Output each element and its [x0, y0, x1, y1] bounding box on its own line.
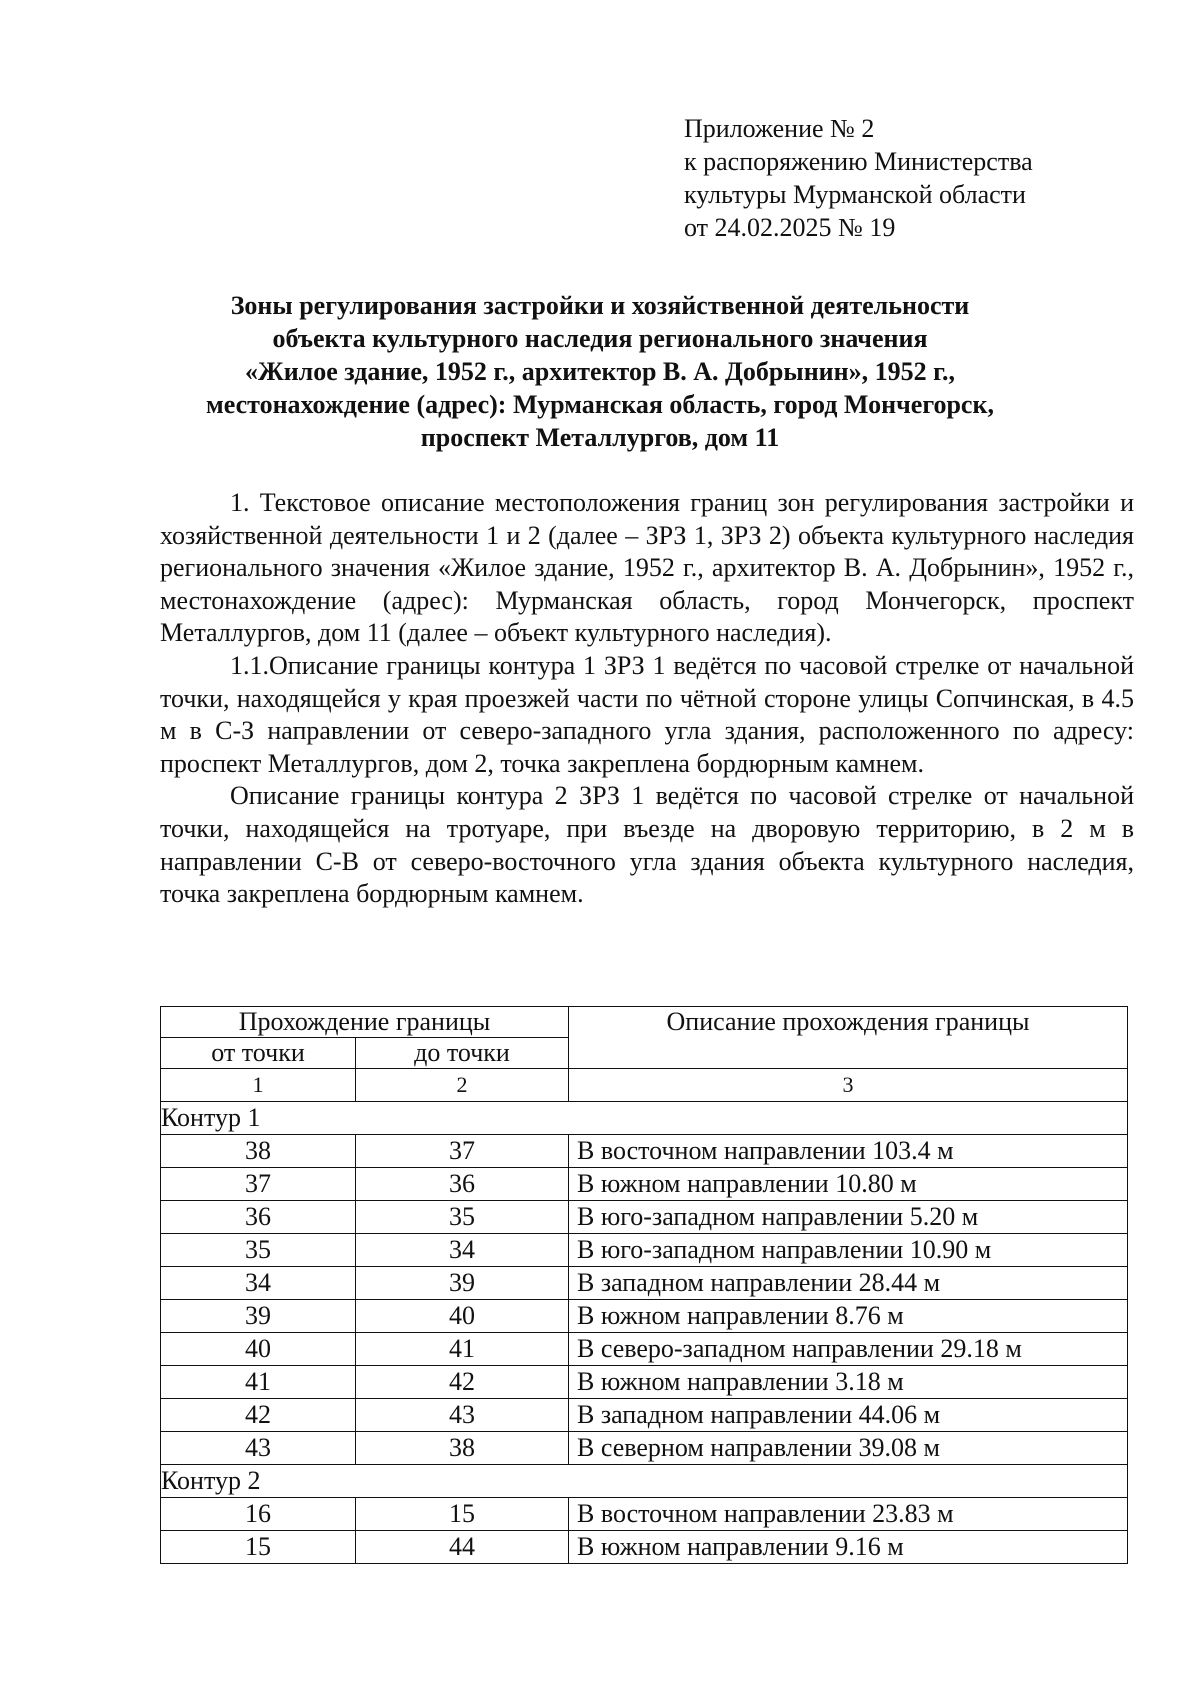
- to-point-cell: 42: [356, 1366, 569, 1399]
- appendix-line: Приложение № 2: [684, 114, 875, 143]
- appendix-line: культуры Мурманской области: [684, 180, 1026, 209]
- document-title: [150, 289, 1050, 454]
- from-point-cell: 43: [161, 1432, 356, 1465]
- description-cell: В северном направлении 39.08 м: [569, 1432, 1128, 1465]
- column-number: 2: [356, 1069, 569, 1102]
- section-heading-contour-2: Контур 2: [161, 1465, 1128, 1498]
- table-row: [161, 1498, 1128, 1531]
- paragraph-3: Описание границы контура 2 ЗРЗ 1 ведётся по часовой стрелке от начальной точки, находящейся на тротуаре, при въезде на дворовую территорию, в 2 м в направлении С-В от северо-восточного угла здания объекта культурного наследия, точка закреплена бордюрным камнем.: [160, 781, 1134, 909]
- header-to-point: до точки: [356, 1038, 569, 1069]
- appendix-line: к распоряжению Министерства: [684, 147, 1033, 176]
- to-point-cell: 44: [356, 1531, 569, 1564]
- header-boundary-passage: Прохождение границы: [161, 1007, 569, 1038]
- description-cell: В южном направлении 3.18 м: [569, 1366, 1128, 1399]
- boundary-table: [160, 1006, 1128, 1564]
- table-body: [161, 1102, 1128, 1465]
- table-body-contour-2: [161, 1465, 1128, 1564]
- appendix-line: от 24.02.2025 № 19: [684, 213, 896, 242]
- from-point-cell: 34: [161, 1267, 356, 1300]
- to-point-cell: 39: [356, 1267, 569, 1300]
- from-point-cell: 15: [161, 1531, 356, 1564]
- to-point-cell: 35: [356, 1201, 569, 1234]
- table-row: [161, 1201, 1128, 1234]
- title-line: Зоны регулирования застройки и хозяйственной деятельности: [230, 291, 970, 320]
- title-line: местонахождение (адрес): Мурманская область, город Мончегорск,: [206, 390, 994, 419]
- description-cell: В восточном направлении 103.4 м: [569, 1135, 1128, 1168]
- table-row: [161, 1531, 1128, 1564]
- to-point-cell: 43: [356, 1399, 569, 1432]
- from-point-cell: 40: [161, 1333, 356, 1366]
- from-point-cell: 36: [161, 1201, 356, 1234]
- column-number: 3: [569, 1069, 1128, 1102]
- table-row: [161, 1135, 1128, 1168]
- table-row: [161, 1267, 1128, 1300]
- from-point-cell: 16: [161, 1498, 356, 1531]
- table-row: [161, 1168, 1128, 1201]
- to-point-cell: 15: [356, 1498, 569, 1531]
- table-row: [161, 1300, 1128, 1333]
- title-line: проспект Металлургов, дом 11: [420, 423, 780, 452]
- table-row: [161, 1234, 1128, 1267]
- description-cell: В южном направлении 8.76 м: [569, 1300, 1128, 1333]
- table-row: [161, 1399, 1128, 1432]
- from-point-cell: 35: [161, 1234, 356, 1267]
- description-cell: В юго-западном направлении 5.20 м: [569, 1201, 1128, 1234]
- from-point-cell: 38: [161, 1135, 356, 1168]
- table-row: [161, 1432, 1128, 1465]
- description-cell: В южном направлении 10.80 м: [569, 1168, 1128, 1201]
- description-cell: В западном направлении 44.06 м: [569, 1399, 1128, 1432]
- from-point-cell: 39: [161, 1300, 356, 1333]
- description-cell: В юго-западном направлении 10.90 м: [569, 1234, 1128, 1267]
- title-line: объекта культурного наследия регионального значения: [272, 324, 928, 353]
- appendix-block: [684, 112, 1033, 244]
- to-point-cell: 34: [356, 1234, 569, 1267]
- description-cell: В южном направлении 9.16 м: [569, 1531, 1128, 1564]
- from-point-cell: 37: [161, 1168, 356, 1201]
- to-point-cell: 40: [356, 1300, 569, 1333]
- header-from-point: от точки: [161, 1038, 356, 1069]
- from-point-cell: 41: [161, 1366, 356, 1399]
- paragraph-2: 1.1.Описание границы контура 1 ЗРЗ 1 ведётся по часовой стрелке от начальной точки, находящейся у края проезжей части по чётной стороне улицы Сопчинская, в 4.5 м в С-З направлении от северо-западного угла здания, расположенного по адресу: проспект Металлургов, дом 2, точка закреплена бордюрным камнем.: [160, 650, 1134, 778]
- description-cell: В восточном направлении 23.83 м: [569, 1498, 1128, 1531]
- from-point-cell: 42: [161, 1399, 356, 1432]
- column-number: 1: [161, 1069, 356, 1102]
- to-point-cell: 38: [356, 1432, 569, 1465]
- description-cell: В западном направлении 28.44 м: [569, 1267, 1128, 1300]
- header-description: Описание прохождения границы: [569, 1007, 1128, 1069]
- title-line: «Жилое здание, 1952 г., архитектор В. А. Добрынин», 1952 г.,: [244, 357, 956, 386]
- description-cell: В северо-западном направлении 29.18 м: [569, 1333, 1128, 1366]
- paragraph-1: 1. Текстовое описание местоположения границ зон регулирования застройки и хозяйственной деятельности 1 и 2 (далее – ЗРЗ 1, ЗРЗ 2) объекта культурного наследия регионального значения «Жилое здание, 1952 г., архитектор В. А. Добрынин», 1952 г., местонахождение (адрес): Мурманская область, город Мончегорск, проспект Металлургов, дом 11 (далее – объект культурного наследия).: [160, 488, 1134, 648]
- table-row: [161, 1366, 1128, 1399]
- to-point-cell: 37: [356, 1135, 569, 1168]
- section-heading-contour-1: Контур 1: [161, 1102, 1128, 1135]
- to-point-cell: 41: [356, 1333, 569, 1366]
- to-point-cell: 36: [356, 1168, 569, 1201]
- body-text: [160, 487, 1134, 911]
- table-row: [161, 1333, 1128, 1366]
